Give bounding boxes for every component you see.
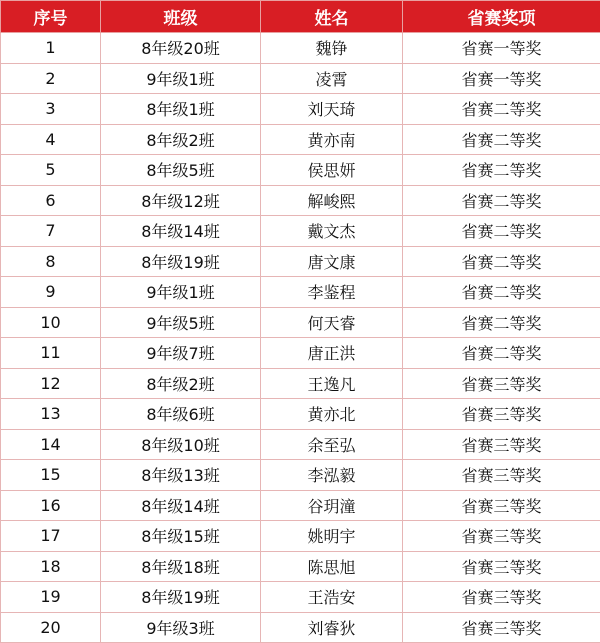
table-row [1, 307, 600, 338]
cell-class: 8年级13班 [101, 460, 261, 491]
cell-index: 1 [1, 33, 101, 64]
cell-name: 王逸凡 [261, 368, 403, 399]
cell-award: 省赛三等奖 [403, 582, 600, 613]
cell-class: 9年级3班 [101, 612, 261, 643]
cell-class: 9年级7班 [101, 338, 261, 369]
cell-name: 黄亦北 [261, 399, 403, 430]
header-award: 省赛奖项 [403, 1, 600, 33]
cell-index: 6 [1, 185, 101, 216]
cell-award: 省赛三等奖 [403, 368, 600, 399]
cell-class: 8年级2班 [101, 124, 261, 155]
cell-index: 7 [1, 216, 101, 247]
cell-class: 9年级1班 [101, 63, 261, 94]
cell-index: 10 [1, 307, 101, 338]
cell-award: 省赛三等奖 [403, 612, 600, 643]
cell-name: 谷玥潼 [261, 490, 403, 521]
cell-award: 省赛三等奖 [403, 429, 600, 460]
header-index: 序号 [1, 1, 101, 33]
cell-class: 8年级10班 [101, 429, 261, 460]
cell-name: 余至弘 [261, 429, 403, 460]
cell-index: 11 [1, 338, 101, 369]
table-row [1, 460, 600, 491]
cell-award: 省赛二等奖 [403, 216, 600, 247]
cell-name: 何天睿 [261, 307, 403, 338]
table-body [1, 33, 600, 643]
cell-award: 省赛二等奖 [403, 155, 600, 186]
cell-name: 李泓毅 [261, 460, 403, 491]
cell-class: 8年级15班 [101, 521, 261, 552]
table-row [1, 185, 600, 216]
cell-class: 8年级14班 [101, 216, 261, 247]
table-row [1, 490, 600, 521]
cell-index: 19 [1, 582, 101, 613]
cell-index: 3 [1, 94, 101, 125]
cell-class: 8年级14班 [101, 490, 261, 521]
cell-class: 8年级12班 [101, 185, 261, 216]
cell-name: 唐文康 [261, 246, 403, 277]
cell-index: 16 [1, 490, 101, 521]
cell-name: 凌霄 [261, 63, 403, 94]
cell-name: 李鉴程 [261, 277, 403, 308]
cell-index: 9 [1, 277, 101, 308]
cell-award: 省赛二等奖 [403, 124, 600, 155]
table-row [1, 612, 600, 643]
cell-class: 8年级18班 [101, 551, 261, 582]
cell-name: 黄亦南 [261, 124, 403, 155]
cell-name: 戴文杰 [261, 216, 403, 247]
cell-index: 13 [1, 399, 101, 430]
cell-award: 省赛二等奖 [403, 185, 600, 216]
table-row [1, 368, 600, 399]
cell-name: 解峻熙 [261, 185, 403, 216]
table-row [1, 582, 600, 613]
cell-index: 12 [1, 368, 101, 399]
table-row [1, 155, 600, 186]
cell-award: 省赛二等奖 [403, 94, 600, 125]
cell-award: 省赛一等奖 [403, 63, 600, 94]
cell-award: 省赛一等奖 [403, 33, 600, 64]
cell-class: 9年级1班 [101, 277, 261, 308]
cell-class: 8年级6班 [101, 399, 261, 430]
cell-index: 15 [1, 460, 101, 491]
cell-award: 省赛二等奖 [403, 307, 600, 338]
table-row [1, 521, 600, 552]
table-row [1, 338, 600, 369]
cell-index: 20 [1, 612, 101, 643]
cell-name: 唐正洪 [261, 338, 403, 369]
header-name: 姓名 [261, 1, 403, 33]
table-row [1, 63, 600, 94]
table-row [1, 216, 600, 247]
cell-index: 18 [1, 551, 101, 582]
cell-award: 省赛三等奖 [403, 490, 600, 521]
cell-index: 8 [1, 246, 101, 277]
cell-name: 魏铮 [261, 33, 403, 64]
header-row [1, 1, 600, 33]
cell-name: 侯思妍 [261, 155, 403, 186]
cell-class: 8年级20班 [101, 33, 261, 64]
cell-class: 8年级5班 [101, 155, 261, 186]
table-row [1, 277, 600, 308]
cell-name: 王浩安 [261, 582, 403, 613]
cell-class: 8年级2班 [101, 368, 261, 399]
cell-index: 17 [1, 521, 101, 552]
cell-award: 省赛二等奖 [403, 338, 600, 369]
table-row [1, 33, 600, 64]
cell-class: 8年级19班 [101, 246, 261, 277]
cell-award: 省赛三等奖 [403, 399, 600, 430]
cell-name: 刘睿狄 [261, 612, 403, 643]
table-row [1, 246, 600, 277]
table-row [1, 94, 600, 125]
cell-index: 2 [1, 63, 101, 94]
header-class: 班级 [101, 1, 261, 33]
cell-name: 姚明宇 [261, 521, 403, 552]
table-row [1, 124, 600, 155]
cell-index: 4 [1, 124, 101, 155]
cell-award: 省赛三等奖 [403, 460, 600, 491]
cell-class: 9年级5班 [101, 307, 261, 338]
cell-index: 14 [1, 429, 101, 460]
cell-name: 刘天琦 [261, 94, 403, 125]
table-row [1, 551, 600, 582]
cell-award: 省赛三等奖 [403, 551, 600, 582]
cell-class: 8年级1班 [101, 94, 261, 125]
table-row [1, 399, 600, 430]
cell-award: 省赛二等奖 [403, 246, 600, 277]
cell-award: 省赛三等奖 [403, 521, 600, 552]
cell-index: 5 [1, 155, 101, 186]
table-header [1, 1, 600, 33]
cell-name: 陈思旭 [261, 551, 403, 582]
cell-award: 省赛二等奖 [403, 277, 600, 308]
table-row [1, 429, 600, 460]
cell-class: 8年级19班 [101, 582, 261, 613]
